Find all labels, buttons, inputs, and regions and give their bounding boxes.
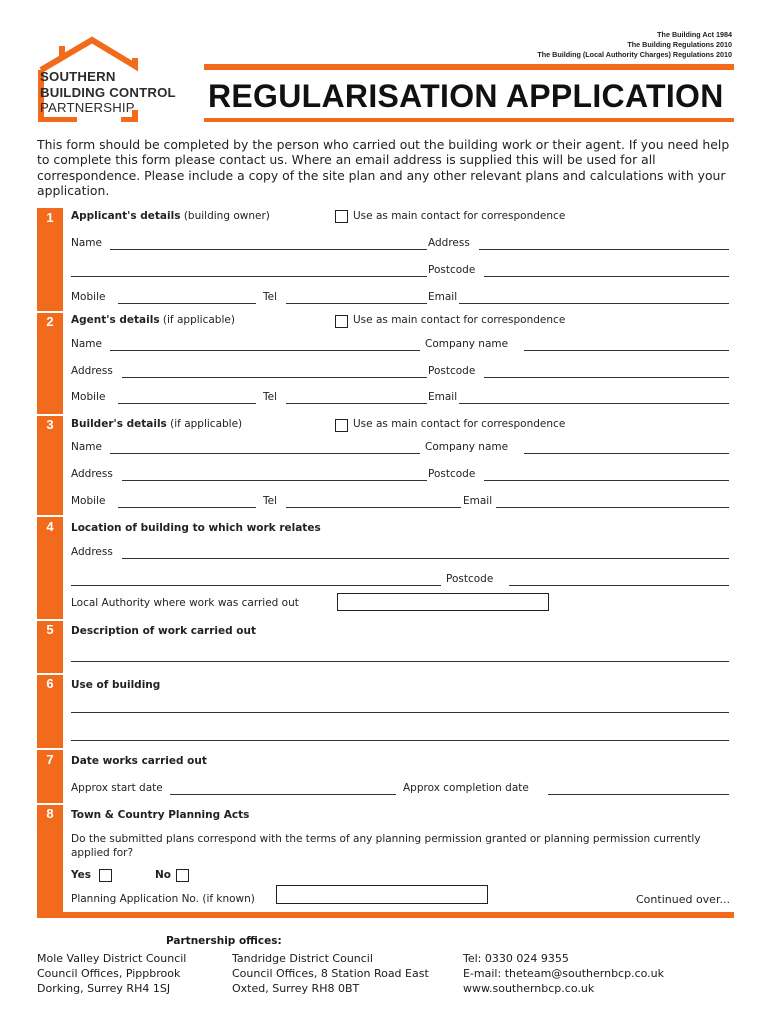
office-2-line-3: Oxted, Surrey RH8 0BT xyxy=(232,982,360,995)
s4-authority-field[interactable] xyxy=(337,593,549,611)
s3-postcode-label: Postcode xyxy=(428,468,476,480)
section-2-heading: Agent's details (if applicable) xyxy=(71,314,235,326)
s1-tel-field[interactable] xyxy=(286,303,427,304)
s3-name-field[interactable] xyxy=(110,453,420,454)
s1-main-contact-checkbox[interactable] xyxy=(335,210,348,223)
s8-no-label: No xyxy=(155,869,172,881)
s1-name-field[interactable] xyxy=(110,249,427,250)
s1-address-field-2[interactable] xyxy=(71,276,427,277)
section-divider xyxy=(37,414,63,416)
act-3: The Building (Local Authority Charges) Regulations 2010 xyxy=(537,49,732,59)
s6-use-field-2[interactable] xyxy=(71,740,729,741)
s3-address-field[interactable] xyxy=(122,480,427,481)
title-bar-top xyxy=(204,64,734,70)
section-divider xyxy=(37,673,63,675)
contact-email[interactable]: E-mail: theteam@southernbcp.co.uk xyxy=(463,967,664,980)
s4-address-field[interactable] xyxy=(122,558,729,559)
s2-name-field[interactable] xyxy=(110,350,420,351)
s7-start-field[interactable] xyxy=(170,794,396,795)
s3-mobile-label: Mobile xyxy=(71,495,106,507)
s3-main-contact-label: Use as main contact for correspondence xyxy=(353,418,566,430)
act-2: The Building Regulations 2010 xyxy=(627,39,732,49)
section-8-heading: Town & Country Planning Acts xyxy=(71,809,250,821)
s2-postcode-label: Postcode xyxy=(428,365,476,377)
s1-tel-label: Tel xyxy=(263,291,278,303)
section-divider xyxy=(37,619,63,621)
s1-mobile-label: Mobile xyxy=(71,291,106,303)
section-number-1: 1 xyxy=(46,210,54,225)
office-1-line-2: Council Offices, Pippbrook xyxy=(37,967,181,980)
section-number-2: 2 xyxy=(46,314,54,329)
s3-address-label: Address xyxy=(71,468,113,480)
office-2-line-2: Council Offices, 8 Station Road East xyxy=(232,967,429,980)
s1-postcode-field[interactable] xyxy=(484,276,729,277)
section-divider xyxy=(37,748,63,750)
s4-address-field-2[interactable] xyxy=(71,585,441,586)
s3-company-field[interactable] xyxy=(524,453,729,454)
s2-address-field[interactable] xyxy=(122,377,427,378)
section-number-5: 5 xyxy=(46,622,54,637)
s8-app-no-label: Planning Application No. (if known) xyxy=(71,893,255,905)
logo-line-3: PARTNERSHIP xyxy=(40,100,135,115)
footer-office-2 xyxy=(232,951,429,996)
section-7-heading: Date works carried out xyxy=(71,755,207,767)
s2-company-label: Company name xyxy=(425,338,509,350)
s5-description-field[interactable] xyxy=(71,661,729,662)
section-6-heading: Use of building xyxy=(71,679,161,691)
s3-mobile-field[interactable] xyxy=(118,507,256,508)
s8-yes-label: Yes xyxy=(71,869,92,881)
s2-main-contact-checkbox[interactable] xyxy=(335,315,348,328)
section-number-8: 8 xyxy=(46,806,54,821)
s1-address-label: Address xyxy=(428,237,470,249)
s2-tel-field[interactable] xyxy=(286,403,427,404)
s1-main-contact-label: Use as main contact for correspondence xyxy=(353,210,566,222)
s1-email-label: Email xyxy=(428,291,458,303)
contact-phone: Tel: 0330 024 9355 xyxy=(463,952,569,965)
s2-mobile-field[interactable] xyxy=(118,403,256,404)
s2-address-label: Address xyxy=(71,365,113,377)
section-divider xyxy=(37,803,63,805)
s3-postcode-field[interactable] xyxy=(484,480,729,481)
contact-website[interactable]: www.southernbcp.co.uk xyxy=(463,982,595,995)
legislation-list xyxy=(537,30,732,59)
s6-use-field-1[interactable] xyxy=(71,712,729,713)
s3-company-label: Company name xyxy=(425,441,509,453)
footer-bar xyxy=(37,912,734,918)
page-title: REGULARISATION APPLICATION xyxy=(208,78,724,114)
office-2-line-1: Tandridge District Council xyxy=(232,952,373,965)
s1-address-field[interactable] xyxy=(479,249,729,250)
s2-name-label: Name xyxy=(71,338,102,350)
s2-main-contact-label: Use as main contact for correspondence xyxy=(353,314,566,326)
title-bar-bottom xyxy=(204,118,734,122)
section-3-heading: Builder's details (if applicable) xyxy=(71,418,243,430)
section-1-heading: Applicant's details (building owner) xyxy=(71,210,270,222)
s1-mobile-field[interactable] xyxy=(118,303,256,304)
s2-postcode-field[interactable] xyxy=(484,377,729,378)
logo-line-1: SOUTHERN xyxy=(40,69,116,84)
section-number-4: 4 xyxy=(46,519,54,534)
s2-email-label: Email xyxy=(428,391,458,403)
section-number-3: 3 xyxy=(46,417,54,432)
office-1-line-3: Dorking, Surrey RH4 1SJ xyxy=(37,982,171,995)
footer-contact xyxy=(463,951,664,996)
s4-postcode-field[interactable] xyxy=(509,585,729,586)
intro-paragraph: This form should be completed by the person who carried out the building work or their agent. If you need help to complete this form please contact us. Where an email address is supplied this will be used for all correspondence. Please include a copy of the site plan and any other relevant plans and calculations with your application. xyxy=(37,137,730,198)
continued-over-text: Continued over... xyxy=(636,893,730,906)
s4-address-label: Address xyxy=(71,546,113,558)
s1-name-label: Name xyxy=(71,237,102,249)
section-5-heading: Description of work carried out xyxy=(71,625,257,637)
s2-email-field[interactable] xyxy=(459,403,729,404)
s4-authority-label: Local Authority where work was carried out xyxy=(71,597,299,609)
s3-main-contact-checkbox[interactable] xyxy=(335,419,348,432)
footer-office-1 xyxy=(37,951,186,996)
s3-name-label: Name xyxy=(71,441,102,453)
s8-yes-checkbox[interactable] xyxy=(99,869,112,882)
office-1-line-1: Mole Valley District Council xyxy=(37,952,187,965)
s2-mobile-label: Mobile xyxy=(71,391,106,403)
act-1: The Building Act 1984 xyxy=(657,30,732,39)
s3-email-label: Email xyxy=(463,495,493,507)
s8-question: Do the submitted plans correspond with the terms of any planning permission granted or planning permission currently applied for? xyxy=(71,833,701,859)
s1-email-field[interactable] xyxy=(459,303,729,304)
section-number-7: 7 xyxy=(46,752,54,767)
s3-tel-field[interactable] xyxy=(286,507,461,508)
section-number-6: 6 xyxy=(46,676,54,691)
section-divider xyxy=(37,311,63,313)
s3-email-field[interactable] xyxy=(496,507,729,508)
footer-heading: Partnership offices: xyxy=(166,935,282,947)
s7-completion-label: Approx completion date xyxy=(403,782,529,794)
s7-start-label: Approx start date xyxy=(71,782,163,794)
s3-tel-label: Tel xyxy=(263,495,278,507)
logo-line-2: BUILDING CONTROL xyxy=(40,84,176,100)
s8-app-no-field[interactable] xyxy=(276,885,488,904)
section-divider xyxy=(37,515,63,517)
s8-no-checkbox[interactable] xyxy=(176,869,189,882)
s4-postcode-label: Postcode xyxy=(446,573,494,585)
s1-postcode-label: Postcode xyxy=(428,264,476,276)
logo-text xyxy=(40,69,176,116)
section-4-heading: Location of building to which work relates xyxy=(71,522,321,534)
s7-completion-field[interactable] xyxy=(548,794,729,795)
s2-tel-label: Tel xyxy=(263,391,278,403)
s2-company-field[interactable] xyxy=(524,350,729,351)
